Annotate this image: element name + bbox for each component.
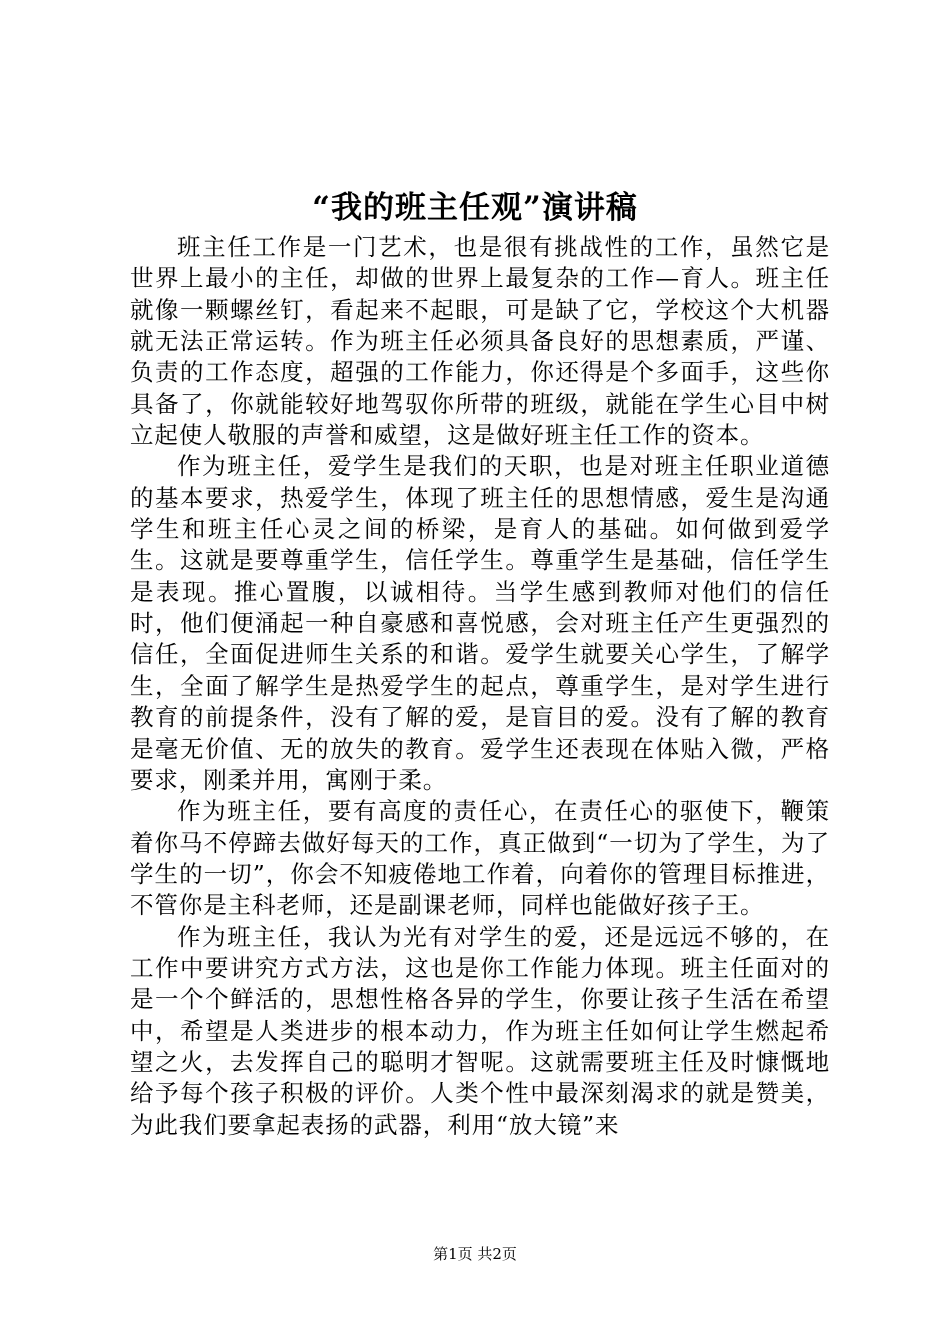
paragraph: 作为班主任，我认为光有对学生的爱，还是远远不够的，在工作中要讲究方式方法，这也是你工作能力体现。班主任面对的是一个个鲜活的，思想性格各异的学生，你要让孩子生活在希望中，希望是人类进步的根本动力，作为班主任如何让学生燃起希望之火，去发挥自己的聪明才智呢。这就需要班主任及时慷慨地给予每个孩子积极的评价。人类个性中最深刻渴求的就是赞美，为此我们要拿起表扬的武器，利用“放大镜”来	[130, 922, 830, 1139]
paragraph: 作为班主任，爱学生是我们的天职，也是对班主任职业道德的基本要求，热爱学生，体现了班主任的思想情感，爱生是沟通学生和班主任心灵之间的桥梁，是育人的基础。如何做到爱学生。这就是要尊重学生，信任学生。尊重学生是基础，信任学生是表现。推心置腹，以诚相待。当学生感到教师对他们的信任时，他们便涌起一种自豪感和喜悦感，会对班主任产生更强烈的信任，全面促进师生关系的和谐。爱学生就要关心学生，了解学生，全面了解学生是热爱学生的起点，尊重学生，是对学生进行教育的前提条件，没有了解的爱，是盲目的爱。没有了解的教育是毫无价值、无的放失的教育。爱学生还表现在体贴入微，严格要求，刚柔并用，寓刚于柔。	[130, 452, 830, 794]
page-number: 第1页 共2页	[433, 1245, 517, 1263]
document-body	[130, 232, 830, 1141]
paragraph: 班主任工作是一门艺术，也是很有挑战性的工作，虽然它是世界上最小的主任，却做的世界上最复杂的工作—育人。班主任就像一颗螺丝钉，看起来不起眼，可是缺了它，学校这个大机器就无法正常运转。作为班主任必须具备良好的思想素质，严谨、负责的工作态度，超强的工作能力，你还得是个多面手，这些你具备了，你就能较好地驾驭你所带的班级，就能在学生心目中树立起使人敬服的声誉和威望，这是做好班主任工作的资本。	[130, 233, 830, 450]
paragraph: 作为班主任，要有高度的责任心，在责任心的驱使下，鞭策着你马不停蹄去做好每天的工作，真正做到“一切为了学生，为了学生的一切”，你会不知疲倦地工作着，向着你的管理目标推进，不管你是主科老师，还是副课老师，同样也能做好孩子王。	[130, 797, 830, 920]
page-footer	[0, 1244, 950, 1264]
document-title: “我的班主任观”演讲稿	[312, 190, 638, 226]
